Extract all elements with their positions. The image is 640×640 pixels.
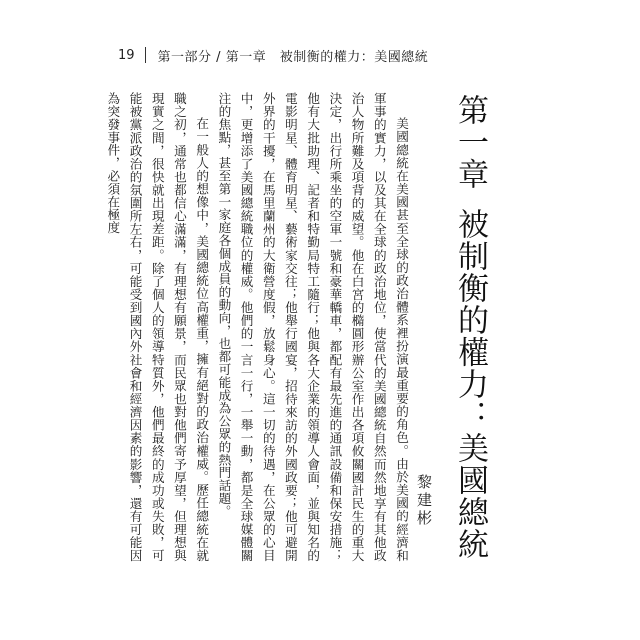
body-text: [105, 92, 412, 562]
chapter-heading: [447, 94, 493, 560]
running-header: [118, 44, 428, 66]
paragraph-1: 美國總統在美國甚至全球的政治體系裡扮演最重要的角色。由於美國的經濟和軍事的實力，以及其在全球的政治地位，使當代的美國總統自然而然地享有其他政治人物所難及項背的威望。他在白宮的橢圓形辦公室作出各項攸關國計民生的重大決定，出行所乘坐的空軍一號和豪華轎車，都配有最先進的通訊設備和保安措施；他有大批助理、記者和特勤局特工隨行；他與各大企業的領導人會面，並與知名的電影明星、體育明星、藝術家交往；他舉行國宴，招待來訪的外國政要；他可避開外界的干擾，在馬里蘭州的大衛營度假，放鬆身心。這一切的待遇，在公眾的心目中，更增添了美國總統職位的權威。他們的一言一行，一舉一動，都是全球媒體關注的焦點，甚至第一家庭各個成員的動向，也都可能成為公眾的熱門話題。: [216, 92, 409, 562]
chapter-title-text: 被制衡的權力：美國總統: [452, 208, 488, 560]
running-title: 第一部分 / 第一章 被制衡的權力：美國總統: [157, 49, 429, 65]
header-divider: [145, 47, 146, 63]
page-number: 19: [118, 47, 135, 63]
paragraph-2: 在一般人的想像中，美國總統位高權重，擁有絕對的政治權威。歷任總統在就職之初，通常也都信心滿滿，有理想有願景，而民眾也對他們寄予厚望，但理想與現實之間，很快就出現差距。除了個人的領導特質外，他們最終的成功或失敗，可能被黨派政治的氛圍所左右，可能受到國內外社會和經濟因素的影響，還有可能因為突發事件，必須在極度: [105, 92, 210, 562]
chapter-number: 第一章: [452, 94, 488, 190]
chapter-author: 黎建彬: [415, 474, 433, 528]
